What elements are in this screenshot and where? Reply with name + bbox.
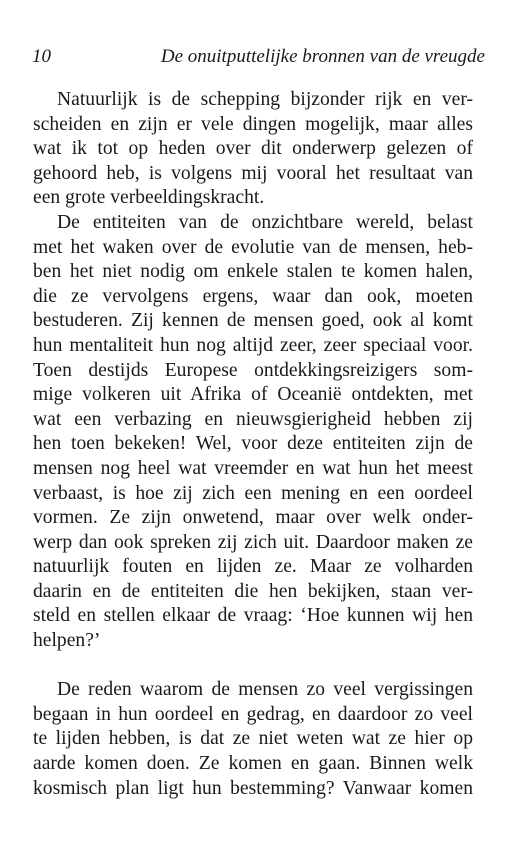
text-line: Natuurlijk is de schepping bijzonder rijk en ver- bbox=[57, 89, 473, 110]
text-line: verbaast, is hoe zij zich een mening en een oordeel bbox=[33, 482, 473, 504]
text-line: steld en stellen elkaar de vraag: ‘Hoe kunnen wij hen bbox=[33, 605, 473, 627]
text-line: hen toen bekeken! Wel, voor deze entiteiten zijn de bbox=[33, 433, 473, 455]
text-line: kosmisch plan ligt hun bestemming? Vanwaar komen bbox=[33, 777, 473, 799]
text-line: bestuderen. Zij kennen de mensen goed, ook al komt bbox=[33, 310, 473, 332]
text-line: natuurlijk fouten en lijden ze. Maar ze volharden bbox=[33, 556, 473, 578]
page-header bbox=[32, 44, 485, 70]
text-line: scheiden en zijn er vele dingen mogelijk, maar alles bbox=[33, 113, 473, 135]
text-line: aarde komen doen. Ze komen en gaan. Binnen welk bbox=[33, 753, 473, 775]
paragraph-3 bbox=[33, 678, 473, 801]
text-line: De entiteiten van de onzichtbare wereld, belast bbox=[57, 211, 473, 233]
text-line: wat een verbazing en nieuwsgierigheid hebben zij bbox=[33, 408, 473, 430]
text-line: die ze vervolgens ergens, waar dan ook, moeten bbox=[33, 285, 473, 307]
text-line: De reden waarom de mensen zo veel vergissingen bbox=[57, 679, 473, 701]
text-line: vormen. Ze zijn onwetend, maar over welk onder- bbox=[33, 507, 473, 529]
paragraph-1 bbox=[33, 88, 473, 211]
text-line: gehoord heb, is volgens mij vooral het resultaat van bbox=[33, 162, 473, 184]
text-line: Toen destijds Europese ontdekkingsreizigers som- bbox=[33, 359, 473, 381]
text-line: hun mentaliteit hun nog altijd zeer, zeer speciaal voor. bbox=[33, 334, 473, 356]
text-line: te lijden hebben, is dat ze niet weten wat ze hier op bbox=[33, 728, 473, 750]
text-line: met het waken over de evolutie van de mensen, heb- bbox=[33, 236, 473, 258]
page-number: 10 bbox=[32, 46, 51, 67]
running-title: De onuitputtelijke bronnen van de vreugde bbox=[160, 46, 485, 67]
text-line: begaan in hun oordeel en gedrag, en daardoor zo veel bbox=[33, 703, 473, 725]
text-line: mensen nog heel wat vreemder en wat hun het meest bbox=[33, 457, 473, 479]
text-line: ben het niet nodig om enkele stalen te komen halen, bbox=[33, 261, 473, 283]
text-line: werp dan ook spreken zij zich uit. Daardoor maken ze bbox=[33, 531, 473, 553]
paragraph-2 bbox=[33, 211, 473, 654]
text-line: mige volkeren uit Afrika of Oceanië ontdekten, met bbox=[33, 384, 473, 406]
text-line: helpen?’ bbox=[33, 630, 101, 652]
text-line: een grote verbeeldingskracht. bbox=[33, 187, 265, 209]
body-text bbox=[33, 88, 473, 801]
text-line: daarin en de entiteiten die hen bekijken, staan ver- bbox=[33, 580, 473, 602]
text-line: wat ik tot op heden over dit onderwerp gelezen of bbox=[33, 138, 473, 160]
